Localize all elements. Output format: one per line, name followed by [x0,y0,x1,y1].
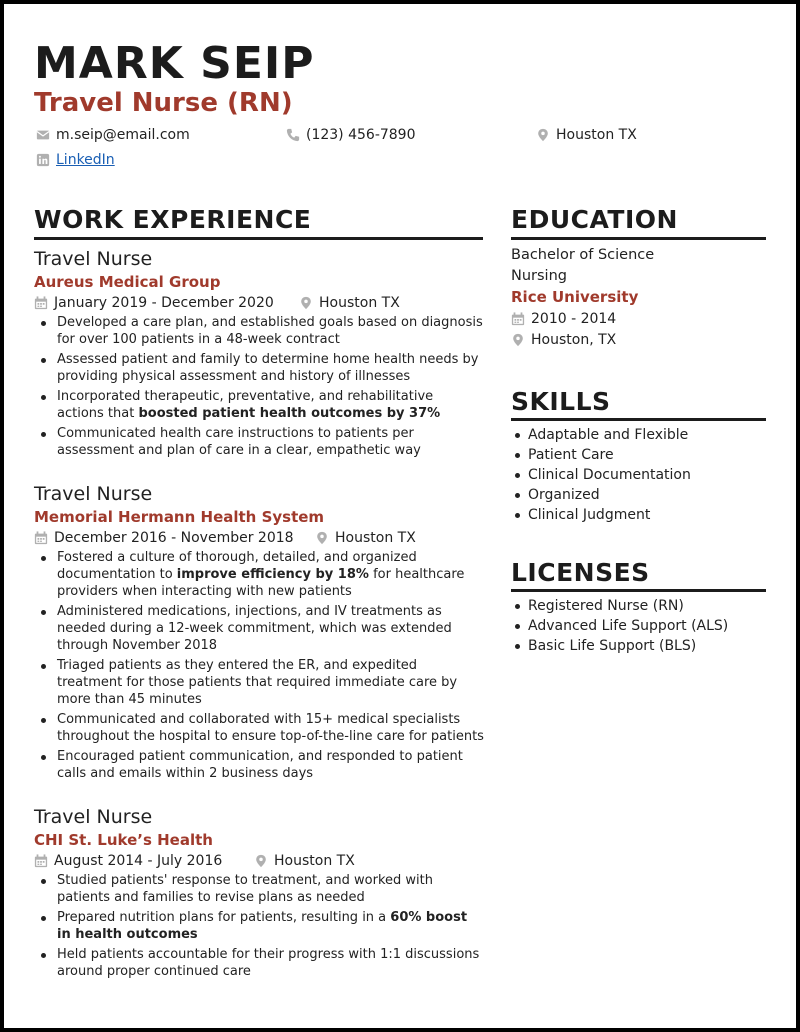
skills-rule [511,418,766,421]
job-location [299,295,400,311]
education-location-text: Houston, TX [531,332,617,348]
calendar-icon [34,531,48,545]
contact-phone [286,127,416,143]
education-rule [511,237,766,240]
education-location [511,332,766,348]
job-bullet: Triaged patients as they entered the ER, and expedited treatment for those patients that required immediate care by more than 45 minutes [34,657,484,708]
skills-list [513,425,768,525]
job-title: Travel Nurse [34,806,153,828]
job-dates-text: August 2014 - July 2016 [54,853,223,869]
job-dates [34,295,299,311]
work-experience-rule [34,237,483,240]
job-company: Aureus Medical Group [34,273,221,291]
map-pin-icon [299,296,313,310]
job-bullet: Studied patients' response to treatment, and worked with patients and families to revise plans as needed [34,872,484,906]
location-text: Houston TX [556,127,637,143]
job-bullets [34,314,484,459]
job-meta [34,853,484,869]
job-bullets [34,549,484,782]
education-heading: EDUCATION [511,205,678,234]
skill-item: Organized [513,485,768,505]
job-location [254,853,355,869]
contact-email [36,127,190,143]
calendar-icon [34,296,48,310]
job-location-text: Houston TX [335,530,416,546]
skill-item: Clinical Judgment [513,505,768,525]
degree-line-1: Bachelor of Science [511,247,655,263]
job-dates [34,853,254,869]
skill-item: Patient Care [513,445,768,465]
candidate-role: Travel Nurse (RN) [34,88,293,118]
job-bullet: Communicated and collaborated with 15+ medical specialists throughout the hospital to ensure top-of-the-line care for patients [34,711,484,745]
linkedin-icon [36,153,50,167]
job-bullet: Incorporated therapeutic, preventative, and rehabilitative actions that boosted patient health outcomes by 37% [34,388,484,422]
education-dates-text: 2010 - 2014 [531,311,617,327]
job-bullet: Assessed patient and family to determine home health needs by providing physical assessment and history of illnesses [34,351,484,385]
calendar-icon [34,854,48,868]
licenses-list [513,596,768,656]
skill-item: Clinical Documentation [513,465,768,485]
contact-location [536,127,637,143]
map-pin-icon [254,854,268,868]
license-item: Advanced Life Support (ALS) [513,616,768,636]
job-location-text: Houston TX [274,853,355,869]
licenses-rule [511,589,766,592]
job-2 [34,483,484,785]
job-1 [34,248,484,462]
job-bullet: Administered medications, injections, and IV treatments as needed during a 12-week commitment, which was extended through November 2018 [34,603,484,654]
job-bullet: Fostered a culture of thorough, detailed, and organized documentation to improve efficiency by 18% for healthcare providers when interacting with new patients [34,549,484,600]
email-text: m.seip@email.com [56,127,190,143]
job-company: CHI St. Luke’s Health [34,831,213,849]
map-pin-icon [536,128,550,142]
job-meta [34,295,484,311]
calendar-icon [511,312,525,326]
skills-heading: SKILLS [511,387,611,416]
education-entry [511,245,766,348]
school-name: Rice University [511,288,639,306]
job-dates-text: January 2019 - December 2020 [54,295,274,311]
job-title: Travel Nurse [34,248,153,270]
skill-item: Adaptable and Flexible [513,425,768,445]
job-dates-text: December 2016 - November 2018 [54,530,294,546]
contact-linkedin [36,152,115,168]
resume-page [4,4,796,1028]
job-location [315,530,416,546]
education-dates [511,311,766,327]
license-item: Registered Nurse (RN) [513,596,768,616]
map-pin-icon [315,531,329,545]
job-company: Memorial Hermann Health System [34,508,325,526]
license-item: Basic Life Support (BLS) [513,636,768,656]
phone-text: (123) 456-7890 [306,127,416,143]
job-title: Travel Nurse [34,483,153,505]
candidate-name: MARK SEIP [34,38,315,89]
work-experience-heading: WORK EXPERIENCE [34,205,312,234]
linkedin-link[interactable]: LinkedIn [56,152,115,168]
envelope-icon [36,128,50,142]
job-bullet: Prepared nutrition plans for patients, resulting in a 60% boost in health outcomes [34,909,484,943]
job-dates [34,530,315,546]
job-bullet: Encouraged patient communication, and responded to patient calls and emails within 2 business days [34,748,484,782]
job-meta [34,530,484,546]
job-bullet: Held patients accountable for their progress with 1:1 discussions around proper continued care [34,946,484,980]
map-pin-icon [511,333,525,347]
degree-line-2: Nursing [511,268,567,284]
licenses-heading: LICENSES [511,558,650,587]
job-bullets [34,872,484,980]
job-bullet: Communicated health care instructions to patients per assessment and plan of care in a clear, empathetic way [34,425,484,459]
job-location-text: Houston TX [319,295,400,311]
phone-icon [286,128,300,142]
job-3 [34,806,484,983]
job-bullet: Developed a care plan, and established goals based on diagnosis for over 100 patients in a 48-week contract [34,314,484,348]
